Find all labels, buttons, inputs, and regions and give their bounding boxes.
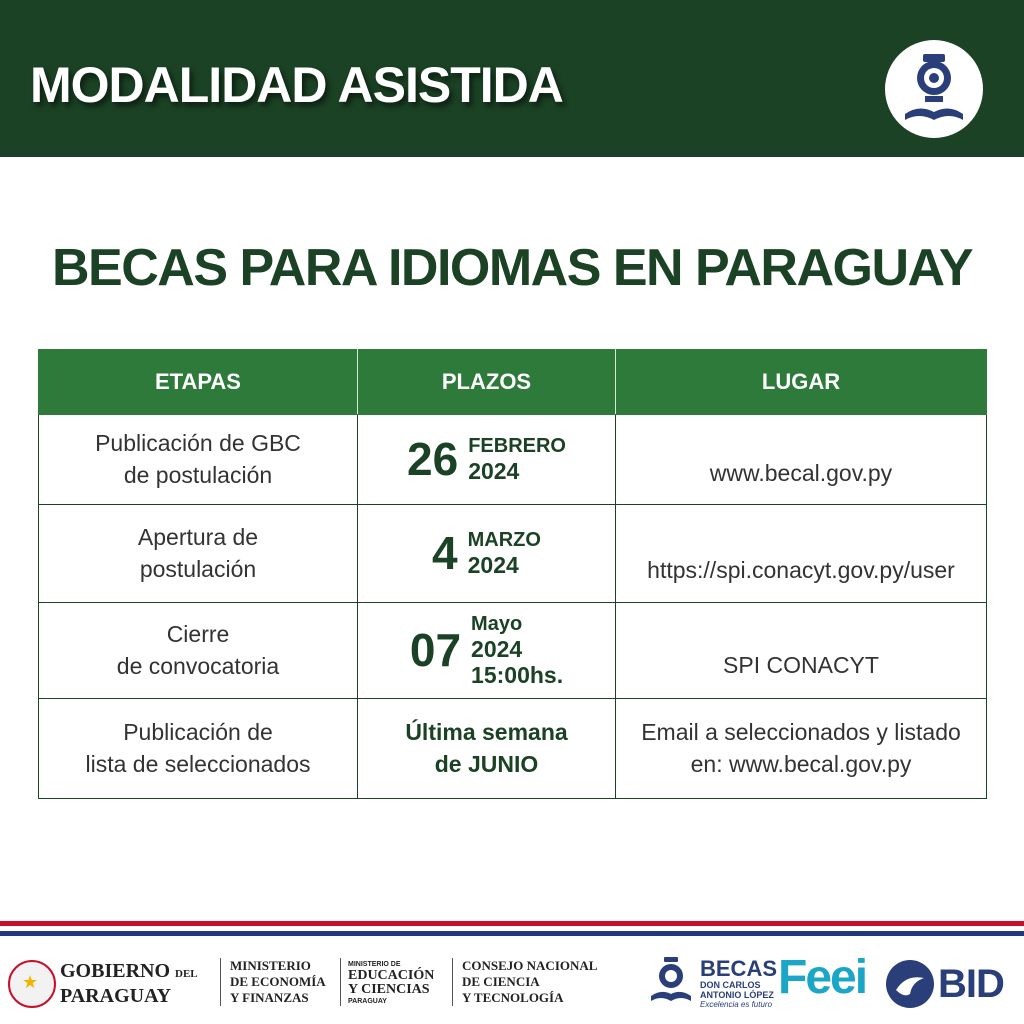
locomotive-book-icon	[885, 40, 983, 138]
table-row	[39, 603, 987, 699]
column-header-plazos: PLAZOS	[358, 350, 616, 415]
table-row	[39, 415, 987, 505]
ministerio-educacion-logo	[348, 960, 434, 1006]
schedule-table	[38, 349, 987, 799]
place-link[interactable]: https://spi.conacyt.gov.py/user	[647, 556, 955, 583]
deadline-cell	[358, 699, 616, 799]
date-year: 2024	[471, 635, 523, 662]
table-row	[39, 505, 987, 603]
table-header-row	[39, 350, 987, 415]
becas-line: ANTONIO LÓPEZ	[700, 990, 774, 1000]
date-time: 15:00hs.	[471, 662, 564, 688]
logo-line: DE ECONOMÍA	[230, 974, 326, 989]
logo-line: CONSEJO NACIONAL	[462, 958, 598, 973]
date-month: MARZO	[467, 528, 541, 551]
conacyt-logo	[462, 958, 597, 1006]
stage-cell	[39, 415, 358, 505]
date-cell	[358, 505, 616, 603]
header-title: MODALIDAD ASISTIDA	[30, 57, 563, 113]
feei-logo: Feei	[778, 951, 867, 1004]
footer-divider	[220, 958, 221, 1006]
bid-logo: BID	[938, 962, 1004, 1006]
becas-title: BECAS	[700, 956, 778, 981]
place-cell	[616, 415, 987, 505]
place-cell	[616, 603, 987, 699]
date-month: Mayo	[471, 612, 523, 635]
deadline-line: Última semana	[405, 719, 568, 746]
stage-line: Publicación de	[123, 719, 273, 746]
date-cell	[358, 415, 616, 505]
flag-stripe-blue	[0, 931, 1024, 936]
stage-cell	[39, 505, 358, 603]
date-cell	[358, 603, 616, 699]
date-year: 2024	[468, 457, 520, 484]
date-day: 07	[409, 624, 462, 677]
place-cell	[616, 699, 987, 799]
stage-cell	[39, 603, 358, 699]
column-header-lugar: LUGAR	[616, 350, 987, 415]
page-title: BECAS PARA IDIOMAS EN PARAGUAY	[52, 239, 972, 297]
ministerio-economia-logo	[230, 958, 326, 1006]
date-day: 26	[407, 433, 459, 486]
footer-divider	[340, 958, 341, 1006]
star-icon: ★	[22, 972, 39, 992]
gobierno-line2: PARAGUAY	[60, 985, 172, 1007]
logo-line: EDUCACIÓN	[348, 968, 435, 983]
footer-divider	[452, 958, 453, 1006]
stage-line: de postulación	[123, 461, 273, 488]
gobierno-line1: GOBIERNO	[60, 960, 171, 982]
logo-line: DE CIENCIA	[462, 974, 540, 989]
stage-cell	[39, 699, 358, 799]
stage-line: Cierre	[166, 621, 230, 648]
stage-line: de convocatoria	[116, 652, 280, 679]
table-row	[39, 699, 987, 799]
gobierno-del: DEL	[175, 968, 198, 980]
place-link[interactable]: en: www.becal.gov.py	[690, 750, 912, 777]
place-text: SPI CONACYT	[723, 651, 879, 678]
logo-line: Y TECNOLOGÍA	[462, 990, 564, 1005]
column-header-etapas: ETAPAS	[39, 350, 358, 415]
gobierno-paraguay-logo	[60, 960, 198, 1007]
becas-tagline: Excelencia es futuro	[700, 1000, 773, 1009]
date-day: 4	[432, 527, 458, 580]
stage-line: postulación	[139, 555, 257, 582]
stage-line: Publicación de GBC	[95, 430, 301, 457]
logo-line: MINISTERIO	[230, 958, 311, 973]
flag-stripe-red	[0, 921, 1024, 926]
date-year: 2024	[467, 551, 519, 578]
place-cell	[616, 505, 987, 603]
logo-line: PARAGUAY	[348, 998, 387, 1005]
becas-locomotive-icon	[648, 956, 694, 1006]
becas-logo	[700, 958, 777, 1010]
logo-line: Y CIENCIAS	[348, 982, 430, 997]
deadline-line: de JUNIO	[434, 750, 539, 777]
stage-line: Apertura de	[137, 524, 259, 551]
place-line: Email a seleccionados y listado	[641, 719, 961, 746]
place-text: www.becal.gov.py	[709, 459, 893, 486]
logo-line: MINISTERIO DE	[348, 961, 401, 968]
logo-line: Y FINANZAS	[230, 990, 309, 1005]
date-month: FEBRERO	[468, 434, 566, 457]
stage-line: lista de seleccionados	[85, 750, 311, 777]
bid-globe-icon	[886, 960, 934, 1008]
becas-line: DON CARLOS	[700, 980, 761, 990]
